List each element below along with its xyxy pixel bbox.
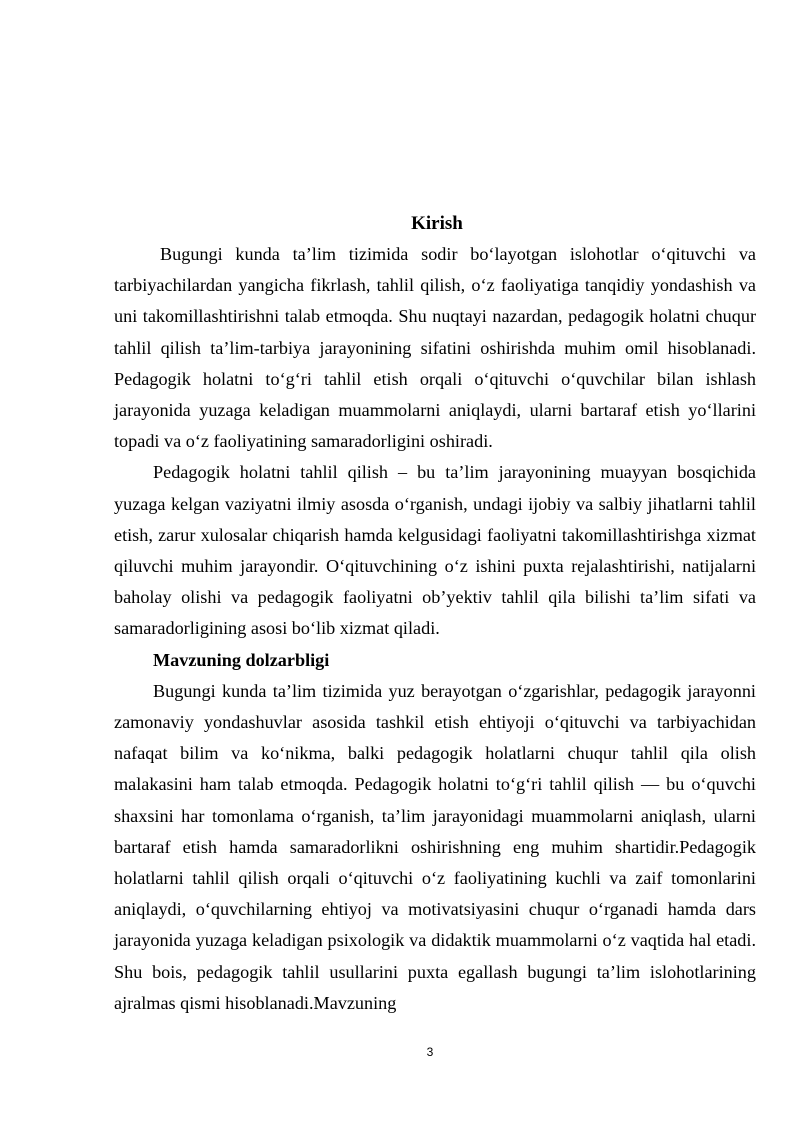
- section-paragraph: Bugungi kunda ta’lim tizimida yuz berayotgan o‘zgarishlar, pedagogik jarayonni zamonaviy yondashuvlar asosida tashkil etish ehtiyoji o‘qituvchi va tarbiyachidan nafaqat bilim va ko‘nikma, balki pedagogik holatlarni chuqur tahlil qila olish malakasini ham talab etmoqda. Pedagogik holatni to‘g‘ri tahlil qilish — bu o‘quvchi shaxsini har tomonlama o‘rganish, ta’lim jarayonidagi muammolarni aniqlash, ularni bartaraf etish hamda samaradorlikni oshirishning eng muhim shartidir.Pedagogik holatlarni tahlil qilish orqali o‘qituvchi o‘z faoliyatining kuchli va zaif tomonlarini aniqlaydi, o‘quvchilarning ehtiyoj va motivatsiyasini chuqur o‘rganadi hamda dars jarayonida yuzaga keladigan psixologik va didaktik muammolarni o‘z vaqtida hal etadi. Shu bois, pedagogik tahlil usullarini puxta egallash bugungi ta’lim islohotlarining ajralmas qismi hisoblanadi.Mavzuning: [114, 680, 756, 1013]
- page-number: 3: [426, 1045, 434, 1059]
- intro-paragraph-1: Bugungi kunda ta’lim tizimida sodir bo‘layotgan islohotlar o‘qituvchi va tarbiyachilardan yangicha fikrlash, tahlil qilish, o‘z faoliyatiga tanqidiy yondashish va uni takomillashtirishni talab etmoqda. Shu nuqtayi nazardan, pedagogik holatni chuqur tahlil qilish ta’lim-tarbiya jarayonining sifatini oshirishda muhim omil hisoblanadi. Pedagogik holatni to‘g‘ri tahlil etish orqali o‘qituvchi o‘quvchilar bilan ishlash jarayonida yuzaga keladigan muammolarni aniqlaydi, ularni bartaraf etish yo‘llarini topadi va o‘z faoliyatining samaradorligini oshiradi.: [114, 244, 756, 452]
- intro-paragraph-2: Pedagogik holatni tahlil qilish – bu ta’lim jarayonining muayyan bosqichida yuzaga kelgan vaziyatni ilmiy asosda o‘rganish, undagi ijobiy va salbiy jihatlarni tahlil etish, zarur xulosalar chiqarish hamda kelgusidagi faoliyatni takomillashtirishga xizmat qiluvchi muhim jarayondir. O‘qituvchining o‘z ishini puxta rejalashtirishi, natijalarni baholay olishi va pedagogik faoliyatni ob’yektiv tahlil qila bilishi ta’lim sifati va samaradorligining asosi bo‘lib xizmat qiladi.: [114, 462, 756, 639]
- section-heading: Mavzuning dolzarbligi: [153, 649, 330, 670]
- document-page: [114, 208, 756, 1019]
- document-title: Kirish: [411, 213, 463, 234]
